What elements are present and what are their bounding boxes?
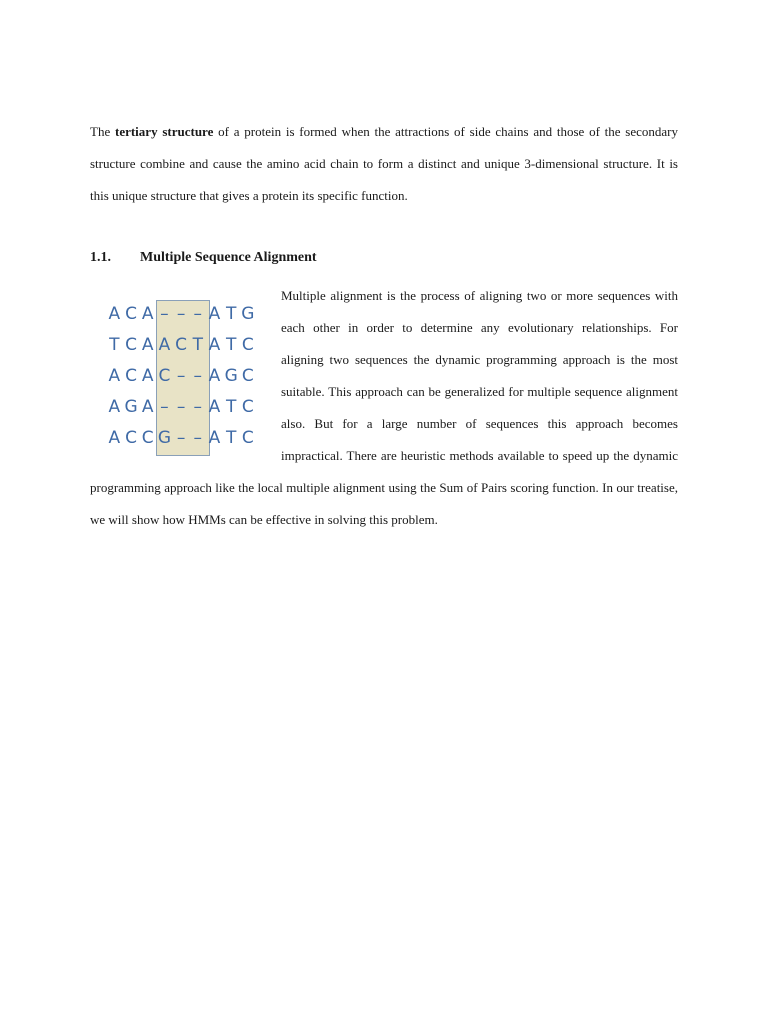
- paragraph-line: aligning two sequences the dynamic programming approach is the most: [281, 352, 678, 367]
- paragraph-line: suitable. This approach can be generalized for multiple sequence alignment: [281, 384, 678, 399]
- section-number: 1.1.: [90, 250, 111, 265]
- alignment-residue: C: [241, 397, 254, 417]
- alignment-residue: A: [108, 304, 121, 324]
- alignment-residue: C: [241, 428, 254, 448]
- alignment-residue: G: [124, 397, 138, 417]
- alignment-row: [106, 335, 256, 357]
- alignment-residue: –: [176, 304, 186, 324]
- alignment-residue: –: [193, 366, 203, 386]
- alignment-residue: C: [241, 335, 254, 355]
- alignment-residue: A: [141, 397, 154, 417]
- alignment-residue: T: [225, 335, 237, 355]
- alignment-residue: –: [193, 428, 203, 448]
- alignment-residue: A: [108, 428, 121, 448]
- alignment-residue: C: [125, 304, 137, 324]
- alignment-residue: A: [108, 366, 121, 386]
- alignment-residue: C: [175, 335, 188, 355]
- alignment-residue: C: [125, 428, 137, 448]
- text-prefix: The: [90, 124, 115, 139]
- alignment-row: [106, 366, 256, 388]
- alignment-row: [106, 428, 256, 450]
- paragraph-alignment-continued: [90, 472, 678, 536]
- bold-term: tertiary structure: [114, 124, 214, 139]
- paragraph-line: each other in order to determine any evolutionary relationships. For: [281, 320, 678, 335]
- alignment-row: [106, 304, 256, 326]
- alignment-row: [106, 397, 256, 419]
- alignment-residue: A: [208, 366, 221, 386]
- alignment-residue: A: [208, 397, 221, 417]
- alignment-residue: A: [158, 335, 171, 355]
- paragraph-line: structure combine and cause the amino acid chain to form a distinct and unique 3-dimensional structure. It is: [90, 156, 678, 171]
- paragraph-line: we will show how HMMs can be effective in solving this problem.: [90, 512, 438, 527]
- paragraph-line: this unique structure that gives a protein its specific function.: [90, 188, 408, 203]
- alignment-residue: T: [109, 335, 120, 355]
- paragraph-line: programming approach like the local multiple alignment using the Sum of Pairs scoring function. In our treatise,: [90, 480, 678, 495]
- paragraph-line: impractical. There are heuristic methods available to speed up the dynamic: [281, 448, 678, 463]
- alignment-residue: A: [108, 397, 121, 417]
- alignment-residue: C: [125, 366, 137, 386]
- alignment-residue: T: [225, 428, 237, 448]
- alignment-residue: –: [193, 304, 203, 324]
- alignment-residue: –: [160, 397, 169, 417]
- text-rest: of a protein is formed when the attractions of side chains and those of the secondary: [213, 124, 679, 139]
- alignment-residue: C: [158, 366, 171, 386]
- alignment-residue: A: [208, 304, 221, 324]
- section-heading: [90, 250, 317, 266]
- alignment-residue: –: [160, 304, 169, 324]
- alignment-residue: –: [176, 397, 186, 417]
- paragraph-alignment-side: [281, 280, 678, 472]
- alignment-residue: T: [192, 335, 203, 355]
- alignment-residue: A: [208, 428, 221, 448]
- alignment-residue: T: [225, 397, 237, 417]
- alignment-figure: [106, 300, 256, 458]
- alignment-residue: C: [241, 366, 254, 386]
- paragraph-tertiary-structure: [90, 116, 678, 212]
- alignment-residue: T: [225, 304, 237, 324]
- alignment-residue: G: [241, 304, 255, 324]
- alignment-residue: A: [141, 366, 154, 386]
- alignment-residue: C: [141, 428, 154, 448]
- paragraph-line: Multiple alignment is the process of aligning two or more sequences with: [281, 288, 678, 303]
- alignment-residue: A: [141, 335, 154, 355]
- alignment-residue: G: [157, 428, 171, 448]
- alignment-residue: A: [141, 304, 154, 324]
- paragraph-line: also. But for a large number of sequences this approach becomes: [281, 416, 678, 431]
- alignment-residue: G: [224, 366, 238, 386]
- section-title: Multiple Sequence Alignment: [140, 250, 317, 265]
- alignment-residue: –: [176, 366, 186, 386]
- paragraph-line: [90, 116, 678, 148]
- alignment-residue: –: [176, 428, 186, 448]
- alignment-residue: C: [125, 335, 137, 355]
- alignment-residue: –: [193, 397, 203, 417]
- alignment-residue: A: [208, 335, 221, 355]
